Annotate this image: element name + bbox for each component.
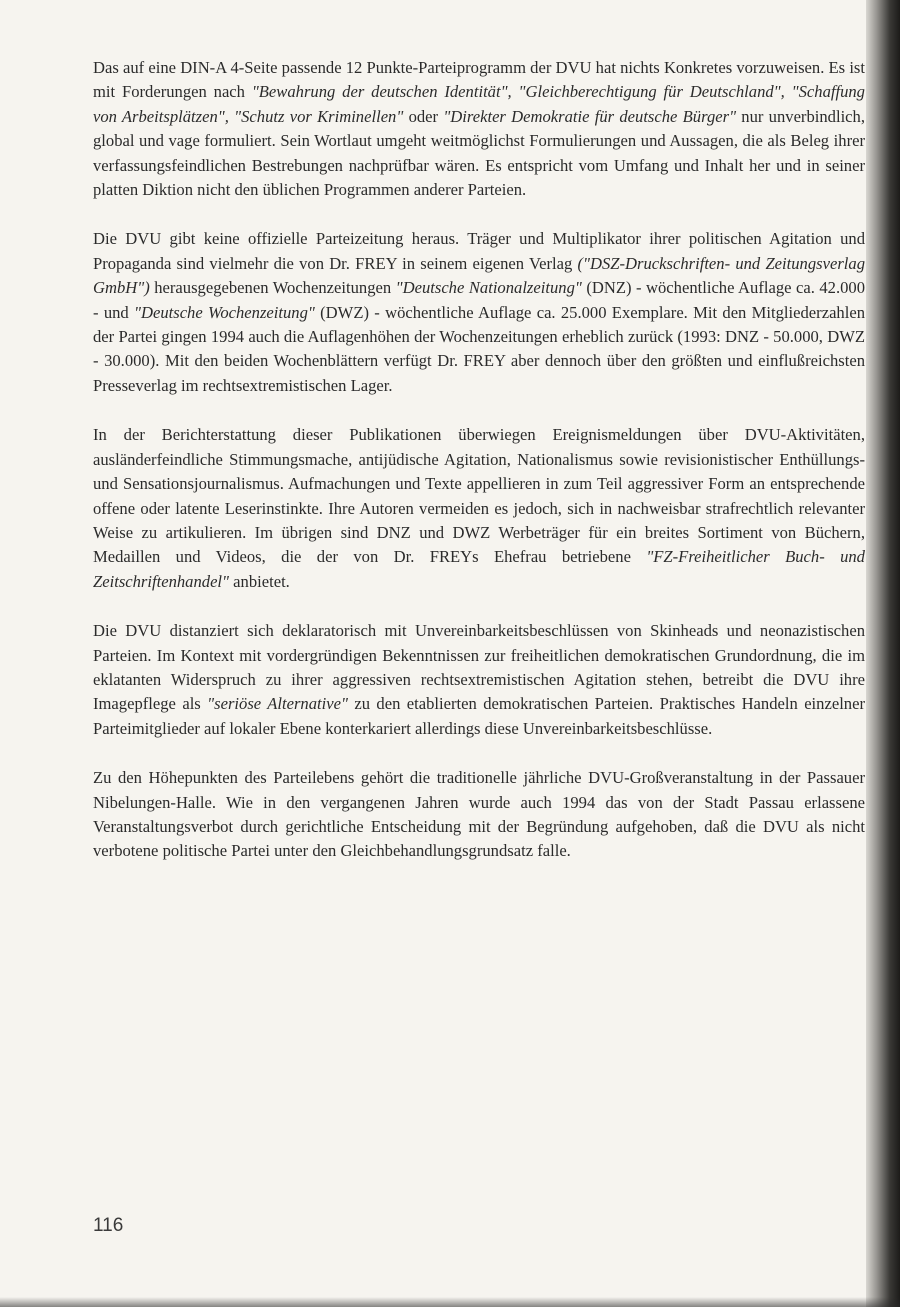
quoted-phrase: "FZ-Freiheitlicher Buch- und Zeitschriftenhandel" [93, 547, 865, 591]
quoted-phrase: "Deutsche Nationalzeitung" [395, 278, 582, 298]
text-run: anbietet. [229, 571, 290, 591]
text-run: zu den etablierten demokratischen Parteien. Praktisches Handeln einzelner Parteimitglieder auf lokaler Ebene konterkariert allerdings diese Unvereinbarkeitsbeschlüsse. [93, 694, 865, 738]
page-number: 116 [93, 1215, 124, 1236]
text-run: Die DVU gibt keine offizielle Parteizeitung heraus. Träger und Multiplikator ihrer politischen Agitation und Propaganda sind vielmehr die von Dr. FREY in seinem eigenen Verlag [93, 229, 865, 273]
book-gutter-shadow [866, 0, 900, 1307]
paragraph-1 [93, 56, 865, 202]
paragraph-4 [93, 619, 865, 741]
text-run: (DNZ) - wöchentliche Auflage ca. 42.000 - und [93, 278, 865, 322]
quoted-phrase: ("DSZ-Druckschriften- und Zeitungsverlag GmbH") [93, 253, 865, 298]
paragraph-3 [93, 423, 865, 594]
quoted-phrase: "Direkter Demokratie für deutsche Bürger" [443, 106, 737, 126]
page-bottom-edge [0, 1297, 900, 1307]
text-run: In der Berichterstattung dieser Publikationen überwiegen Ereignismeldungen über DVU-Aktivitäten, ausländerfeindliche Stimmungsmache, antijüdische Agitation, Nationalismus sowie revisionistischer Enthüllungs- und Sensationsjournalismus. Aufmachungen und Texte appellieren in zum Teil aggressiver Form an entsprechende offene oder latente Leserinstinkte. Ihre Autoren vermeiden es jedoch, sich in nachweisbar strafrechtlich relevanter Weise zu artikulieren. Im übrigen sind DNZ und DWZ Werbeträger für ein breites Sortiment von Büchern, Medaillen und Videos, die der von Dr. FREYs Ehefrau betriebene [93, 425, 865, 567]
text-run: Das auf eine DIN-A 4-Seite passende 12 Punkte-Parteiprogramm der DVU hat nichts Konkretes vorzuweisen. Es ist mit Forderungen nach [93, 58, 865, 102]
text-run: (DWZ) - wöchentliche Auflage ca. 25.000 Exemplare. Mit den Mitgliederzahlen der Partei gingen 1994 auch die Auflagenhöhen der Wochenzeitungen erheblich zurück (1993: DNZ - 50.000, DWZ - 30.000). Mit den beiden Wochenblättern verfügt Dr. FREY aber dennoch über den größten und einflußreichsten Presseverlag im rechtsextremistischen Lager. [93, 302, 866, 395]
quoted-phrase: "Bewahrung der deutschen Identität", "Gleichberechtigung für Deutschland", "Schaffung von Arbeitsplätzen", "Schutz vor Kriminellen" [93, 82, 865, 126]
text-run: Zu den Höhepunkten des Parteilebens gehört die traditionelle jährliche DVU-Großveranstaltung in der Passauer Nibelungen-Halle. Wie in den vergangenen Jahren wurde auch 1994 das von der Stadt Passau erlassene Veranstaltungsverbot durch gerichtliche Entscheidung mit der Begründung aufgehoben, daß die DVU als nicht verbotene politische Partei unter den Gleichbehandlungsgrundsatz falle. [93, 768, 865, 861]
paragraph-5 [93, 766, 865, 864]
text-run: herausgegebenen Wochenzeitungen [149, 278, 396, 298]
paragraph-2 [93, 227, 865, 398]
text-run: Die DVU distanziert sich deklaratorisch mit Unvereinbarkeitsbeschlüssen von Skinheads und neonazistischen Parteien. Im Kontext mit vordergründigen Bekenntnissen zur freiheitlichen demokratischen Grundordnung, die im eklatanten Widerspruch zu ihrer aggressiven rechtsextremistischen Agitation stehen, betreibt die DVU ihre Imagepflege als [93, 621, 865, 714]
quoted-phrase: "Deutsche Wochenzeitung" [134, 302, 315, 322]
quoted-phrase: "seriöse Alternative" [207, 694, 348, 714]
document-body [93, 56, 865, 889]
text-run: nur unverbindlich, global und vage formuliert. Sein Wortlaut umgeht weitmöglichst Formulierungen und Aussagen, die als Beleg ihrer verfassungsfeindlichen Bestrebungen nachprüfbar wären. Es entspricht vom Umfang und Inhalt her und in seiner platten Diktion nicht den üblichen Programmen anderer Parteien. [93, 106, 865, 200]
text-run: oder [403, 106, 444, 126]
